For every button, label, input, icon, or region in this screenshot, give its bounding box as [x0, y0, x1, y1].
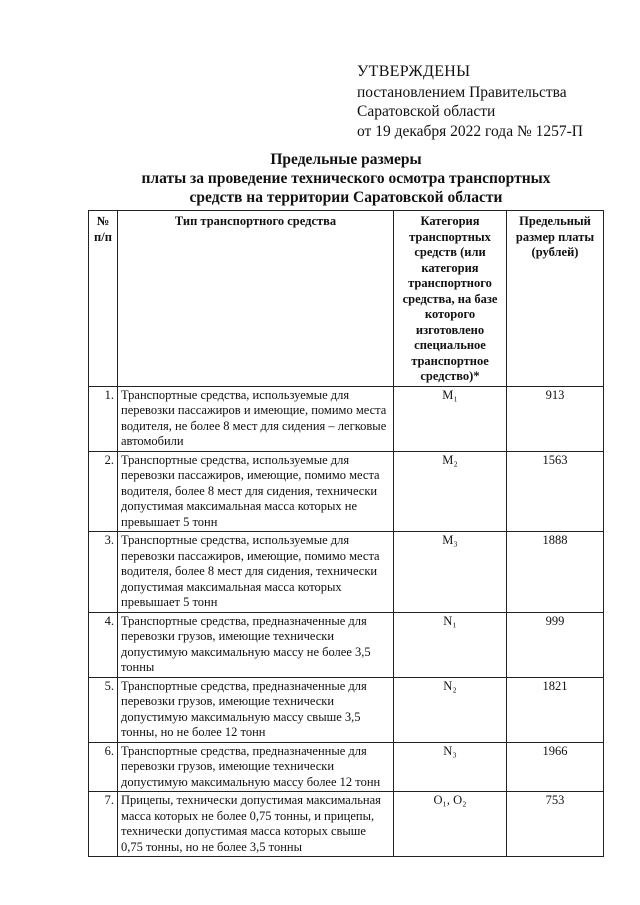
- table-header-row: [89, 211, 604, 387]
- row-num: 4.: [89, 612, 118, 677]
- row-fee: 1821: [507, 677, 604, 742]
- approval-line: Саратовской области: [357, 103, 496, 120]
- row-type: Транспортные средства, предназначенные для перевозки грузов, имеющие технически допустимую максимальную массу более 12 тонн: [118, 742, 394, 792]
- row-fee: 1888: [507, 532, 604, 613]
- row-category: O₁, O₂: [394, 792, 507, 857]
- title-line: средств на территории Саратовской области: [189, 189, 503, 206]
- title-line: платы за проведение технического осмотра транспортных: [141, 170, 551, 187]
- title-line: Предельные размеры: [270, 151, 422, 168]
- approval-line: постановлением Правительства: [357, 83, 567, 101]
- row-num: 3.: [89, 532, 118, 613]
- approval-block: [357, 62, 583, 141]
- row-category: N₂: [394, 677, 507, 742]
- header-category: Категория транспортных средств (или категория транспортного средства, на базе которого изготовлено специальное транспортное средство)*: [394, 211, 507, 387]
- row-num: 6.: [89, 742, 118, 792]
- table-row: [89, 386, 604, 451]
- table-row: [89, 612, 604, 677]
- row-category: N₃: [394, 742, 507, 792]
- row-num: 7.: [89, 792, 118, 857]
- header-fee: Предельный размер платы (рублей): [507, 211, 604, 387]
- table-row: [89, 451, 604, 532]
- header-num: № п/п: [89, 211, 118, 387]
- document-title: [96, 150, 596, 207]
- fee-table: [88, 210, 604, 857]
- header-type: Тип транспортного средства: [118, 211, 394, 387]
- row-type: Транспортные средства, используемые для перевозки пассажиров и имеющие, помимо места водителя, не более 8 мест для сидения – легковые автомобили: [118, 386, 394, 451]
- row-category: N₁: [394, 612, 507, 677]
- row-fee: 1563: [507, 451, 604, 532]
- approval-line: от 19 декабря 2022 года № 1257-П: [357, 122, 583, 140]
- row-category: M₃: [394, 532, 507, 613]
- row-category: M₂: [394, 451, 507, 532]
- row-type: Транспортные средства, предназначенные для перевозки грузов, имеющие технически допустимую максимальную массу свыше 3,5 тонны, но не более 12 тонн: [118, 677, 394, 742]
- row-num: 2.: [89, 451, 118, 532]
- row-fee: 913: [507, 386, 604, 451]
- row-type: Транспортные средства, используемые для перевозки пассажиров, имеющие, помимо места водителя, более 8 мест для сидения, технически допустимая максимальная масса которых превышает 5 тонн: [118, 532, 394, 613]
- table-row: [89, 742, 604, 792]
- row-num: 1.: [89, 386, 118, 451]
- row-num: 5.: [89, 677, 118, 742]
- table-row: [89, 677, 604, 742]
- row-fee: 753: [507, 792, 604, 857]
- row-category: M₁: [394, 386, 507, 451]
- row-type: Транспортные средства, предназначенные для перевозки грузов, имеющие технически допустимую максимальную массу не более 3,5 тонны: [118, 612, 394, 677]
- row-fee: 1966: [507, 742, 604, 792]
- approval-heading: УТВЕРЖДЕНЫ: [357, 63, 471, 80]
- table-row: [89, 532, 604, 613]
- table-row: [89, 792, 604, 857]
- row-type: Транспортные средства, используемые для перевозки пассажиров, имеющие, помимо места водителя, более 8 мест для сидения, технически допустимая максимальная масса которых не превышает 5 тонн: [118, 451, 394, 532]
- row-fee: 999: [507, 612, 604, 677]
- row-type: Прицепы, технически допустимая максимальная масса которых не более 0,75 тонны, и прицепы, технически допустимая масса которых свыше 0,75 тонны, но не более 3,5 тонны: [118, 792, 394, 857]
